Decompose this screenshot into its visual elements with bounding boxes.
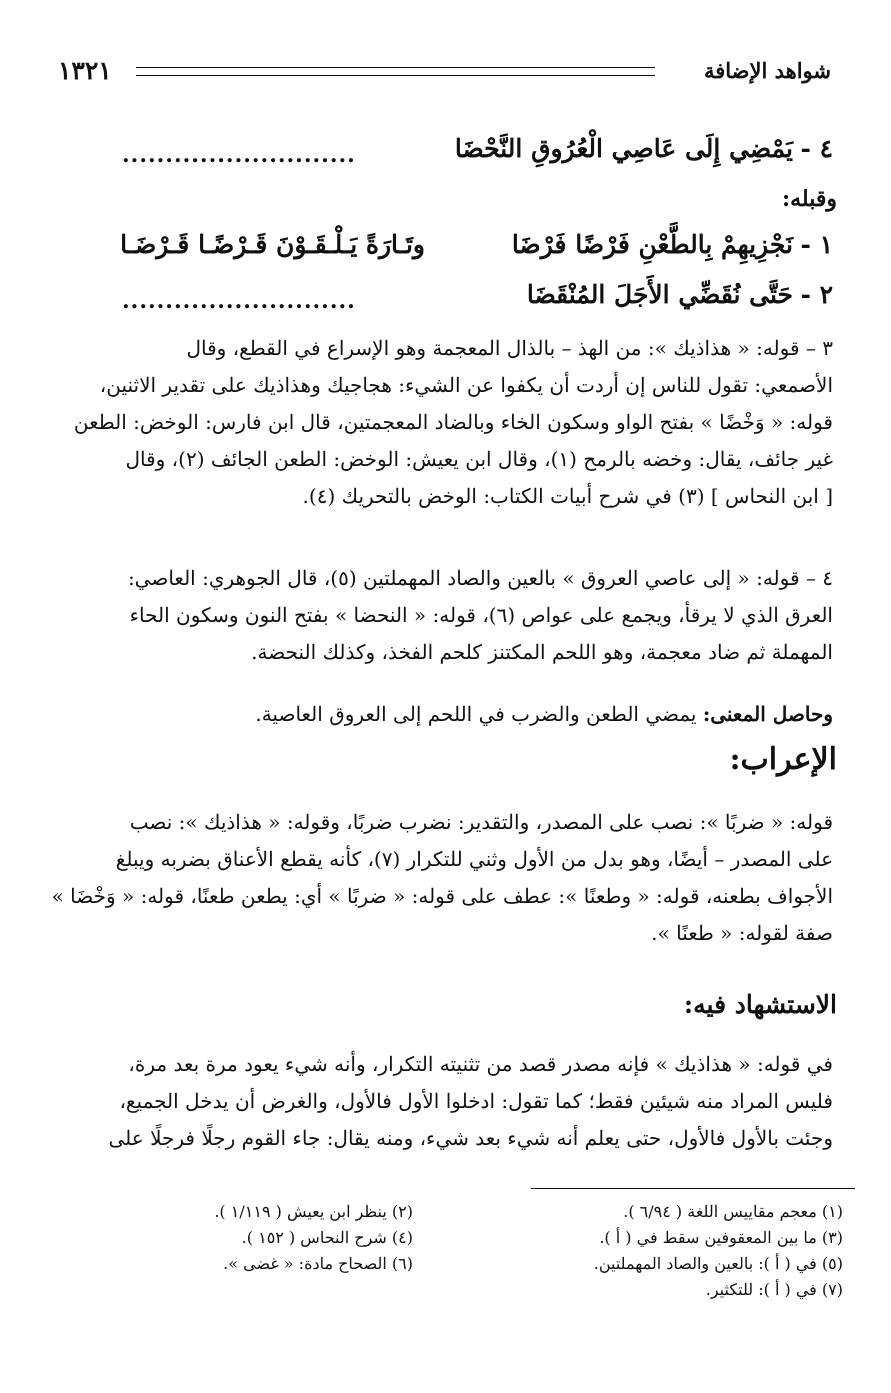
running-header [58, 56, 831, 96]
before-label: وقبله: [782, 186, 837, 212]
verse-2-dots: ........................... [122, 288, 356, 314]
footnote-6: (٦) الصحاح مادة: « غضى ». [223, 1254, 413, 1273]
footnote-2: (٢) ينظر ابن يعيش ( ١/١١٩ ). [214, 1202, 413, 1221]
verse-2-text: حَتَّى نُقَضِّي الأَجَلَ المُنْقَضَا [526, 280, 793, 309]
text-line: العرق الذي لا يرقأ، ويجمع على عواص (٦)، قوله: « النحضا » بفتح النون وسكون الحاء [129, 603, 833, 627]
page-number: ١٣٢١ [58, 56, 112, 85]
header-title: شواهد الإضافة [703, 58, 831, 83]
verse-4-number: ٤ - [800, 134, 833, 163]
meaning-line [40, 696, 833, 733]
text-line: [ ابن النحاس ] (٣) في شرح أبيات الكتاب: الوخض بالتحريك (٤). [302, 484, 833, 508]
verse-2-number: ٢ - [800, 280, 833, 309]
irab-paragraph [40, 804, 833, 952]
text-line: ٤ – قوله: « إلى عاصي العروق » بالعين والصاد المهملتين (٥)، قال الجوهري: العاصي: [127, 566, 833, 590]
meaning-label: وحاصل المعنى: [702, 702, 833, 726]
verse-1-second-hemistich: وتَـارَةً يَـلْـقَـوْنَ قَـرْضًـا قَـرْضَـا [120, 230, 425, 259]
commentary-paragraph-2 [40, 560, 833, 671]
text-line: المهملة ثم ضاد معجمة، وهو اللحم المكتنز كلحم الفخذ، وكذلك النحضة. [251, 640, 833, 664]
footnote-4: (٤) شرح النحاس ( ١٥٢ ). [241, 1228, 413, 1247]
text-line: على المصدر – أيضًا، وهو بدل من الأول وثني للتكرار (٧)، كأنه يقطع الأعناق بضربه ويبلغ [115, 847, 833, 871]
verse-1-first-hemistich: نَجْزِيهِمْ بِالطَّعْنِ فَرْضًا فَرْضَا [511, 230, 793, 259]
text-line: قوله: « ضربًا »: نصب على المصدر، والتقدير: نضرب ضربًا، وقوله: « هذاذيك »: نصب [129, 810, 833, 834]
heading-irab: الإعراب: [729, 742, 837, 777]
text-line: الأصمعي: تقول للناس إن أردت أن يكفوا عن الشيء: هجاجيك وهذاذيك على تقدير الاثنين، [99, 373, 833, 397]
text-line: وجئت بالأول فالأول، حتى يعلم أنه شيء بعد شيء، ومنه يقال: جاء القوم رجلًا فرجلًا على [108, 1126, 833, 1150]
verse-1-number: ١ - [800, 230, 833, 259]
verse-4-dots: ........................... [122, 142, 356, 168]
text-line: في قوله: « هذاذيك » فإنه مصدر قصد من تثنيته التكرار، وأنه شيء يعود مرة بعد مرة، [128, 1052, 833, 1076]
footnote-row [60, 1254, 843, 1280]
text-line: قوله: « وَخْضًا » بفتح الواو وسكون الخاء وبالضاد المعجمتين، قال ابن فارس: الوخض: الطعن [73, 410, 833, 434]
text-line: ٣ – قوله: « هذاذيك »: من الهذ – بالذال المعجمة وهو الإسراع في القطع، وقال [186, 336, 833, 360]
footnote-separator [531, 1188, 855, 1189]
text-line: فليس المراد منه شيئين فقط؛ كما تقول: ادخلوا الأول فالأول، والغرض أن يدخل الجميع، [119, 1089, 833, 1113]
verse-4-text: يَمْضِي إِلَى عَاصِي الْعُرُوقِ النَّحْضَا [454, 134, 793, 163]
text-line: غير جائف، يقال: وخضه بالرمح (١)، وقال ابن يعيش: الوخض: الطعن الجائف (٢)، وقال [125, 447, 833, 471]
meaning-text [40, 696, 833, 733]
header-double-rule [136, 67, 655, 76]
footnote-7: (٧) في ( أ ): للتكثير. [705, 1280, 843, 1299]
commentary-paragraph-1 [40, 330, 833, 515]
footnote-row [60, 1202, 843, 1228]
footnote-row [60, 1280, 843, 1306]
footnote-3: (٣) ما بين المعقوفين سقط في ( أ ). [599, 1228, 843, 1247]
istishhad-paragraph [40, 1046, 833, 1157]
footnote-1: (١) معجم مقاييس اللغة ( ٦/٩٤ ). [623, 1202, 843, 1221]
meaning-body: يمضي الطعن والضرب في اللحم إلى العروق العاصية. [255, 702, 703, 726]
footnote-row [60, 1228, 843, 1254]
text-line: الأجواف بطعنه، قوله: « وطعنًا »: عطف على قوله: « ضربًا » أي: يطعن طعنًا، قوله: « وَخْضَا » [51, 884, 833, 908]
footnotes [60, 1202, 843, 1306]
footnote-5: (٥) في ( أ ): بالعين والصاد المهملتين. [593, 1254, 843, 1273]
text-line: صفة لقوله: « طعنًا ». [651, 921, 833, 945]
heading-istishhad: الاستشهاد فيه: [683, 990, 837, 1019]
